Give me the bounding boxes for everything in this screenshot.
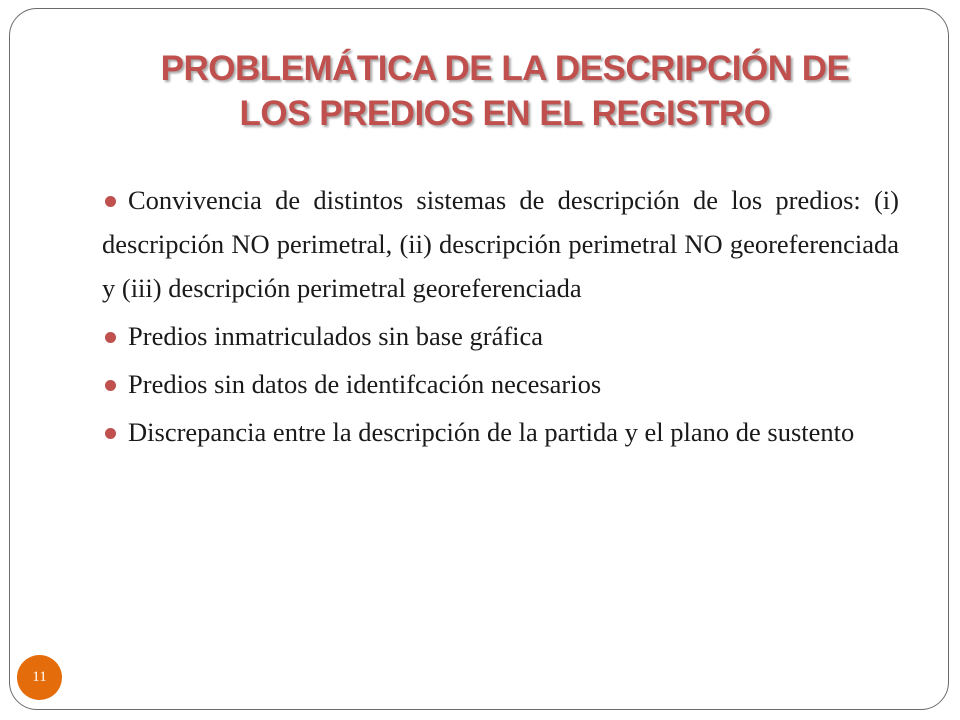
bullet-item [102, 362, 899, 406]
title-line-2: LOS PREDIOS EN EL REGISTRO [239, 94, 771, 133]
bullet-dot-icon [105, 380, 116, 391]
page-number-badge: 11 [17, 655, 62, 700]
bullet-text: Discrepancia entre la descripción de la partida y el plano de sustento [128, 417, 855, 447]
bullet-item [102, 314, 899, 358]
bullet-item [102, 178, 899, 310]
bullet-text: Predios sin datos de identifcación necesarios [128, 369, 602, 399]
bullet-item [102, 410, 899, 454]
bullet-dot-icon [105, 428, 116, 439]
bullet-text: Predios inmatriculados sin base gráfica [128, 321, 544, 351]
title-line-1: PROBLEMÁTICA DE LA DESCRIPCIÓN DE [160, 49, 850, 88]
slide-title [90, 46, 920, 136]
bullet-dot-icon [105, 332, 116, 343]
bullet-text: Convivencia de distintos sistemas de descripción de los predios: (i) descripción NO perimetral, (ii) descripción perimetral NO georeferenciada y (iii) descripción perimetral georeferenciada [102, 185, 899, 303]
bullet-dot-icon [105, 196, 116, 207]
bullet-list [102, 178, 899, 458]
